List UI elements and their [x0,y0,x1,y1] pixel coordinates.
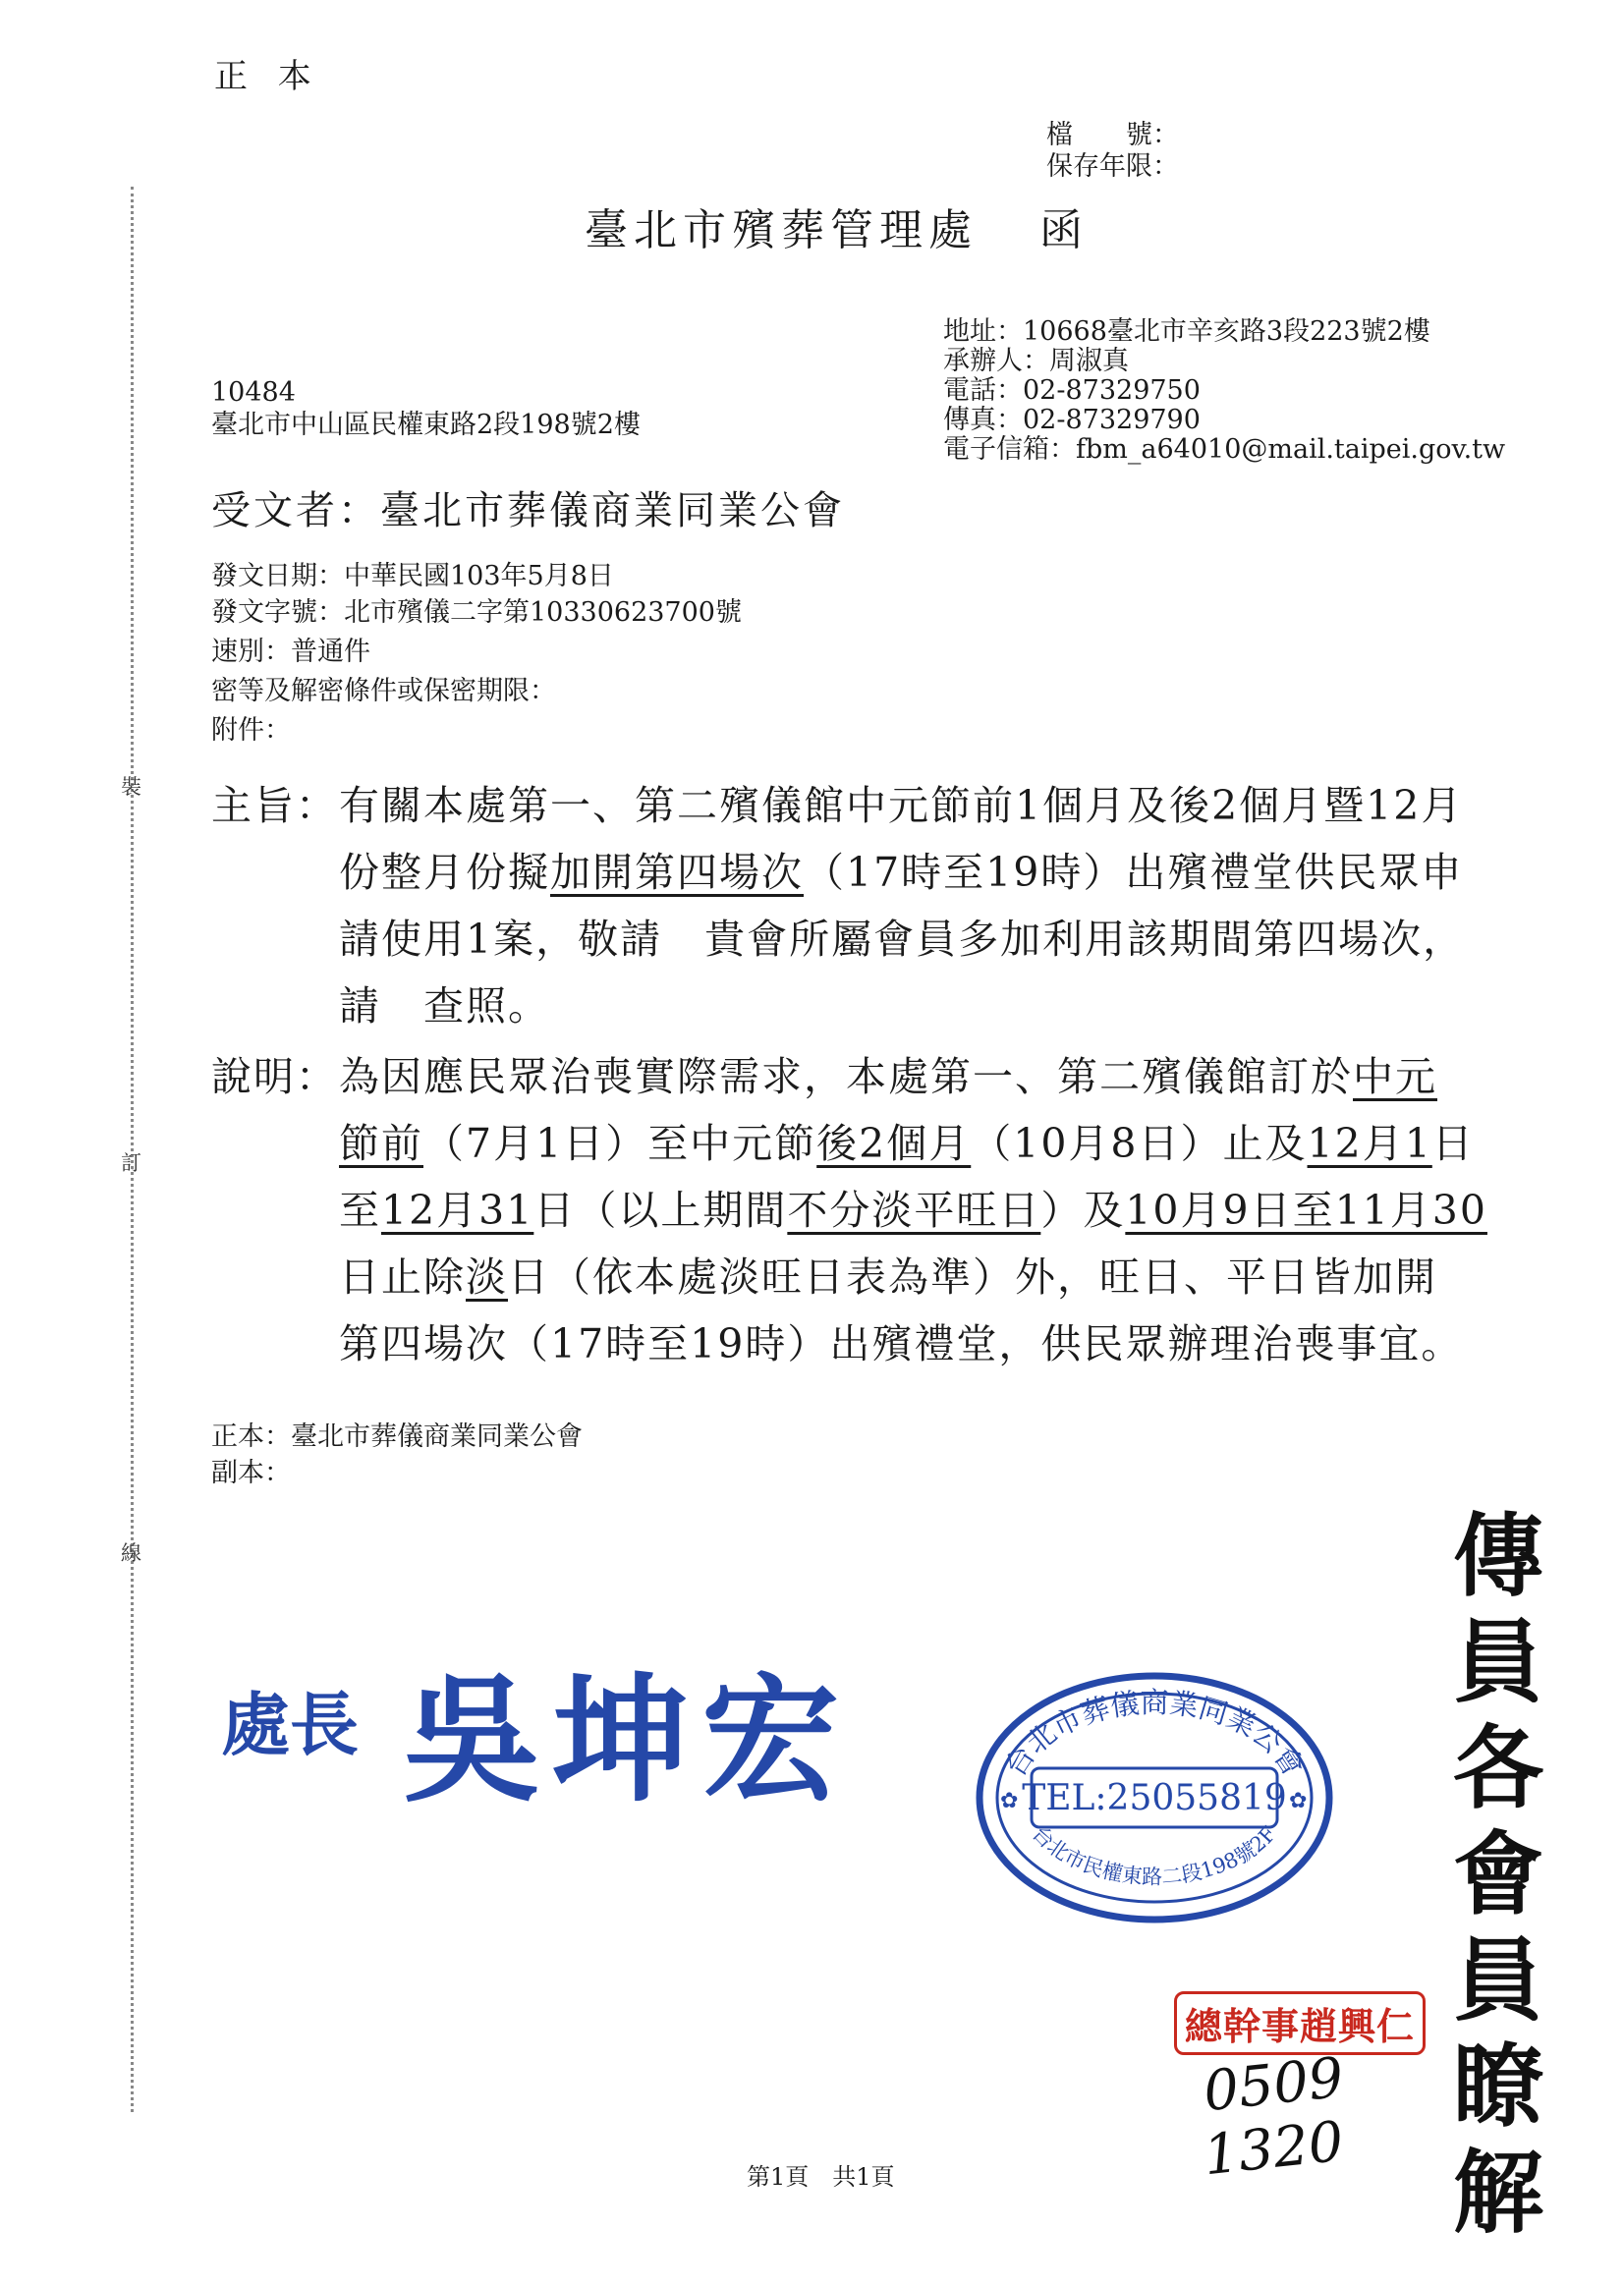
explanation-underline: 12月31 [381,1187,534,1234]
file-number-label: 檔 號： [1046,120,1179,150]
explanation-text: 為因應民眾治喪實際需求，本處第一、第二殯儀館訂於 [339,1053,1353,1100]
seal-top-text: 台北市葬儀商業同業公會 [998,1686,1311,1783]
sender-email: 電子信箱：fbm_a64010@mail.taipei.gov.tw [943,434,1506,465]
subject-label: 主旨： [211,782,338,829]
distribution-original: 正本：臺北市葬儀商業同業公會 [211,1421,583,1452]
explanation-underline: 淡 [466,1253,508,1301]
secrecy-terms: 密等及解密條件或保密期限： [211,676,556,706]
explanation-text: （7月1日）至中元節 [423,1120,817,1167]
red-secretary-stamp: 總幹事趙興仁 [1174,1991,1426,2055]
explanation-line-5: 第四場次（17時至19時）出殯禮堂，供民眾辦理治喪事宜。 [339,1320,1464,1367]
issue-date: 發文日期：中華民國103年5月8日 [211,561,614,591]
seal-flower-icon: ✿ [1289,1789,1308,1813]
explanation-line-2 [339,1110,1475,1177]
attachment-label: 附件： [211,715,291,746]
sender-phone: 電話：02-87329750 [943,375,1201,406]
director-title-stamp: 處長 [221,1684,359,1765]
handwritten-char: 員 [1452,1927,1543,2033]
subject-line-3: 請使用1案，敬請 貴會所屬會員多加利用該期間第四場次， [339,916,1466,963]
handwritten-char: 員 [1452,1609,1543,1715]
sender-handler: 承辦人：周淑真 [943,346,1129,376]
binding-mark-xian: 線 [121,1541,141,1565]
recipient-postcode: 10484 [211,377,296,408]
reference-number: 發文字號：北市殯儀二字第10330623700號 [211,597,742,628]
speed-class: 速別：普通件 [211,637,370,667]
subject-line-4: 請 查照。 [339,982,550,1030]
handwritten-char: 傳 [1452,1503,1543,1609]
explanation-line-3 [339,1177,1487,1244]
explanation-underline: 12月1 [1307,1120,1432,1167]
explanation-text: 日（依本處淡旺日表為準）外，旺日、平日皆加開 [508,1253,1437,1301]
distribution-copy: 副本： [211,1458,291,1488]
doc-type: 函 [1039,205,1089,255]
explanation-text: 日 [1431,1120,1475,1167]
retention-label: 保存年限： [1046,151,1179,182]
explanation-underline: 節前 [339,1120,423,1167]
explanation-underline: 不分淡平旺日 [787,1187,1041,1234]
explanation-text: 至 [339,1187,381,1234]
recipient-street: 臺北市中山區民權東路2段198號2樓 [211,410,641,440]
binding-mark-ding: 訂 [121,1151,141,1175]
agency-title: 臺北市殯葬管理處 [585,205,978,255]
recipient: 受文者：臺北市葬儀商業同業公會 [211,488,845,533]
subject-line-1: 有關本處第一、第二殯儀館中元節前1個月及後2個月暨12月 [339,782,1464,829]
subject-underline: 加開第四場次 [550,849,804,896]
explanation-underline: 中元 [1353,1053,1437,1100]
explanation-line-1 [339,1043,1437,1110]
copy-mark: 正 本 [214,57,321,96]
seal-flower-icon: ✿ [1000,1789,1019,1813]
director-name-stamp: 吳坤宏 [403,1660,852,1821]
subject-text: 份整月份擬 [339,849,550,896]
handwritten-char: 會 [1452,1821,1543,1927]
explanation-text: ）及 [1040,1187,1126,1234]
explanation-underline: 10月9日至11月30 [1125,1187,1487,1234]
explanation-underline: 後2個月 [816,1120,972,1167]
handwritten-char: 各 [1452,1715,1543,1821]
page-footer: 第1頁 共1頁 [747,2163,895,2191]
binding-mark-zhuang: 裝 [121,775,141,799]
subject-line-2 [339,839,1463,906]
handwritten-note [1444,1503,1552,2246]
explanation-line-4 [339,1244,1437,1310]
explanation-text: 日止除 [339,1253,466,1301]
handwritten-time-code: 1320 [1200,2109,1347,2189]
explanation-text: （10月8日）止及 [971,1120,1308,1167]
handwritten-date-code: 0509 [1200,2045,1347,2125]
association-seal [973,1670,1336,1925]
explanation-text: 日（以上期間 [533,1187,788,1234]
subject-text: （17時至19時）出殯禮堂供民眾申 [804,849,1464,896]
sender-address: 地址：10668臺北市辛亥路3段223號2樓 [943,316,1430,347]
handwritten-char: 瞭 [1452,2033,1543,2140]
seal-bottom-text: 台北市民權東路二段198號2F [1028,1821,1281,1889]
sender-fax: 傳真：02-87329790 [943,405,1201,435]
explanation-label: 說明： [211,1053,338,1100]
seal-tel-text: TEL:25055819 [1022,1778,1287,1818]
handwritten-char: 解 [1452,2140,1543,2246]
